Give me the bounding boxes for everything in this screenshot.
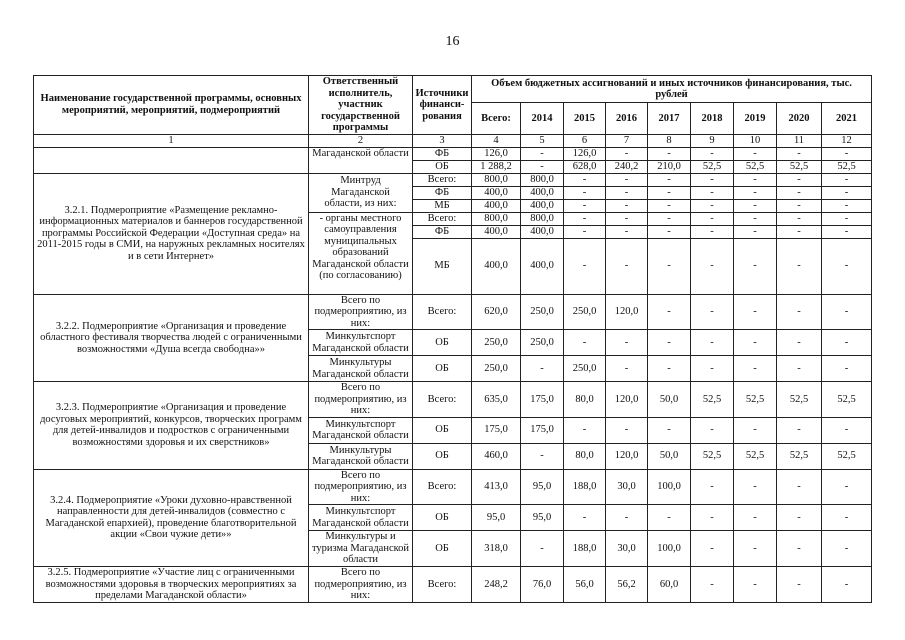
table-row xyxy=(34,382,872,418)
value-cell: 188,0 xyxy=(564,469,606,505)
value-cell: - xyxy=(648,147,691,160)
value-cell: 56,0 xyxy=(564,567,606,603)
value-cell: 1 288,2 xyxy=(472,160,521,173)
header-year: 2017 xyxy=(648,103,691,134)
value-cell: - xyxy=(822,417,872,443)
source-cell: ОБ xyxy=(413,330,472,356)
table-row xyxy=(34,469,872,505)
value-cell: - xyxy=(606,147,648,160)
source-cell: Всего: xyxy=(413,567,472,603)
value-cell: - xyxy=(564,417,606,443)
value-cell: - xyxy=(606,173,648,186)
executor-cell: Всего по подмероприятию, из них: xyxy=(309,382,413,418)
source-cell: МБ xyxy=(413,199,472,212)
value-cell: - xyxy=(734,186,777,199)
value-cell: - xyxy=(777,225,822,238)
value-cell: - xyxy=(648,330,691,356)
value-cell: - xyxy=(777,469,822,505)
value-cell: 175,0 xyxy=(521,382,564,418)
value-cell: 100,0 xyxy=(648,469,691,505)
column-number: 10 xyxy=(734,134,777,147)
value-cell: - xyxy=(606,356,648,382)
column-number: 1 xyxy=(34,134,309,147)
value-cell: - xyxy=(691,469,734,505)
source-cell: ФБ xyxy=(413,225,472,238)
value-cell: - xyxy=(822,186,872,199)
value-cell: - xyxy=(734,330,777,356)
value-cell: - xyxy=(734,356,777,382)
value-cell: - xyxy=(606,199,648,212)
subevent-name: 3.2.4. Подмероприятие «Уроки духовно-нравственной направленности для детей-инвалидов (совместно с Магаданской епархией), проведение благотворительной акции «Свои чужие дети»» xyxy=(34,469,309,567)
subevent-name: 3.2.3. Подмероприятие «Организация и проведение досуговых мероприятий, конкурсов, творческих программ для детей-инвалидов и подростков с ограниченными возможностями здоровья и их сверстников» xyxy=(34,382,309,470)
header-row xyxy=(34,76,872,103)
value-cell: 52,5 xyxy=(777,443,822,469)
value-cell: - xyxy=(734,531,777,567)
value-cell: - xyxy=(606,238,648,294)
value-cell: - xyxy=(822,238,872,294)
value-cell: - xyxy=(648,173,691,186)
value-cell: 250,0 xyxy=(564,294,606,330)
budget-table xyxy=(33,75,872,603)
table-row xyxy=(34,173,872,186)
header-executor: Ответственный исполнитель, участник государственной программы xyxy=(309,76,413,135)
value-cell: 400,0 xyxy=(472,238,521,294)
value-cell: - xyxy=(521,147,564,160)
value-cell: - xyxy=(691,294,734,330)
value-cell: - xyxy=(734,173,777,186)
executor-cell: Всего по подмероприятию, из них: xyxy=(309,294,413,330)
subevent-name: 3.2.2. Подмероприятие «Организация и проведение областного фестиваля творчества людей с ограниченными возможностями «Душа всегда свободна»» xyxy=(34,294,309,382)
value-cell: - xyxy=(777,199,822,212)
value-cell: - xyxy=(648,212,691,225)
table-row xyxy=(34,294,872,330)
value-cell: - xyxy=(734,567,777,603)
value-cell: 175,0 xyxy=(472,417,521,443)
value-cell: - xyxy=(691,505,734,531)
value-cell: 52,5 xyxy=(822,160,872,173)
source-cell: ОБ xyxy=(413,356,472,382)
value-cell: - xyxy=(734,505,777,531)
value-cell: - xyxy=(691,238,734,294)
subevent-name: 3.2.1. Подмероприятие «Размещение рекламно-информационных материалов и баннеров государственной программы Российской Федерации «Доступная среда» на 2011-2015 годы в СМИ, на наружных рекламных носителях и в сети Интернет» xyxy=(34,173,309,294)
value-cell: - xyxy=(648,356,691,382)
header-year: 2014 xyxy=(521,103,564,134)
value-cell: - xyxy=(564,238,606,294)
value-cell: - xyxy=(777,505,822,531)
value-cell: - xyxy=(564,505,606,531)
executor-cell: Минкультспорт Магаданской области xyxy=(309,417,413,443)
value-cell: 628,0 xyxy=(564,160,606,173)
value-cell: 52,5 xyxy=(734,382,777,418)
value-cell: 60,0 xyxy=(648,567,691,603)
value-cell: 76,0 xyxy=(521,567,564,603)
source-cell: ОБ xyxy=(413,160,472,173)
value-cell: - xyxy=(564,186,606,199)
name-cell-empty xyxy=(34,147,309,173)
value-cell: 126,0 xyxy=(472,147,521,160)
value-cell: - xyxy=(606,225,648,238)
value-cell: 80,0 xyxy=(564,443,606,469)
page-number: 16 xyxy=(445,34,460,49)
value-cell: 250,0 xyxy=(564,356,606,382)
value-cell: - xyxy=(777,212,822,225)
value-cell: 52,5 xyxy=(777,382,822,418)
value-cell: - xyxy=(691,212,734,225)
value-cell: - xyxy=(648,238,691,294)
column-number: 12 xyxy=(822,134,872,147)
source-cell: ОБ xyxy=(413,505,472,531)
value-cell: - xyxy=(822,567,872,603)
executor-cell: Всего по подмероприятию, из них: xyxy=(309,567,413,603)
column-number-row xyxy=(34,134,872,147)
executor-cell: Минкультспорт Магаданской области xyxy=(309,330,413,356)
source-cell: Всего: xyxy=(413,294,472,330)
subevent-name: 3.2.5. Подмероприятие «Участие лиц с ограниченными возможностями здоровья в творческих мероприятиях за пределами Магаданской области» xyxy=(34,567,309,603)
value-cell: 52,5 xyxy=(734,160,777,173)
value-cell: - xyxy=(777,238,822,294)
value-cell: 95,0 xyxy=(472,505,521,531)
executor-cell: Магаданской области xyxy=(309,147,413,173)
value-cell: 95,0 xyxy=(521,505,564,531)
value-cell: - xyxy=(648,417,691,443)
value-cell: 400,0 xyxy=(521,186,564,199)
executor-cell: Минкультуры Магаданской области xyxy=(309,356,413,382)
value-cell: 80,0 xyxy=(564,382,606,418)
value-cell: 120,0 xyxy=(606,443,648,469)
source-cell: ОБ xyxy=(413,417,472,443)
value-cell: 52,5 xyxy=(822,382,872,418)
value-cell: - xyxy=(564,330,606,356)
value-cell: - xyxy=(734,417,777,443)
value-cell: 52,5 xyxy=(691,382,734,418)
value-cell: 95,0 xyxy=(521,469,564,505)
value-cell: 50,0 xyxy=(648,382,691,418)
value-cell: - xyxy=(691,173,734,186)
executor-cell: Минкультуры Магаданской области xyxy=(309,443,413,469)
executor-cell: - органы местного самоуправления муниципальных образований Магаданской области (по согласованию) xyxy=(309,212,413,294)
value-cell: 250,0 xyxy=(472,330,521,356)
column-number: 7 xyxy=(606,134,648,147)
value-cell: - xyxy=(734,199,777,212)
header-year: Всего: xyxy=(472,103,521,134)
header-year: 2021 xyxy=(822,103,872,134)
value-cell: 175,0 xyxy=(521,417,564,443)
value-cell: - xyxy=(564,199,606,212)
value-cell: - xyxy=(822,294,872,330)
header-year: 2018 xyxy=(691,103,734,134)
value-cell: 240,2 xyxy=(606,160,648,173)
value-cell: - xyxy=(564,173,606,186)
value-cell: 30,0 xyxy=(606,469,648,505)
column-number: 6 xyxy=(564,134,606,147)
value-cell: - xyxy=(777,567,822,603)
value-cell: 126,0 xyxy=(564,147,606,160)
value-cell: 460,0 xyxy=(472,443,521,469)
source-cell: Всего: xyxy=(413,173,472,186)
header-year: 2015 xyxy=(564,103,606,134)
column-number: 2 xyxy=(309,134,413,147)
value-cell: - xyxy=(606,212,648,225)
value-cell: 52,5 xyxy=(691,160,734,173)
value-cell: - xyxy=(734,238,777,294)
value-cell: - xyxy=(822,225,872,238)
value-cell: 120,0 xyxy=(606,382,648,418)
value-cell: - xyxy=(777,294,822,330)
value-cell: 620,0 xyxy=(472,294,521,330)
source-cell: ФБ xyxy=(413,147,472,160)
value-cell: - xyxy=(777,186,822,199)
header-volume: Объем бюджетных ассигнований и иных источников финансирования, тыс. рублей xyxy=(472,76,872,103)
value-cell: 800,0 xyxy=(521,212,564,225)
source-cell: Всего: xyxy=(413,469,472,505)
value-cell: - xyxy=(734,294,777,330)
value-cell: 52,5 xyxy=(822,443,872,469)
value-cell: 400,0 xyxy=(472,199,521,212)
value-cell: 250,0 xyxy=(472,356,521,382)
value-cell: 56,2 xyxy=(606,567,648,603)
value-cell: - xyxy=(606,505,648,531)
value-cell: - xyxy=(606,186,648,199)
value-cell: - xyxy=(777,417,822,443)
value-cell: - xyxy=(822,173,872,186)
header-year: 2019 xyxy=(734,103,777,134)
value-cell: - xyxy=(822,469,872,505)
value-cell: - xyxy=(564,225,606,238)
value-cell: - xyxy=(691,147,734,160)
value-cell: 800,0 xyxy=(472,173,521,186)
value-cell: - xyxy=(564,212,606,225)
value-cell: - xyxy=(691,531,734,567)
value-cell: - xyxy=(691,199,734,212)
column-number: 9 xyxy=(691,134,734,147)
value-cell: - xyxy=(734,225,777,238)
value-cell: - xyxy=(648,505,691,531)
value-cell: 635,0 xyxy=(472,382,521,418)
source-cell: ФБ xyxy=(413,186,472,199)
column-number: 3 xyxy=(413,134,472,147)
column-number: 4 xyxy=(472,134,521,147)
executor-cell: Минтруд Магаданской области, из них: xyxy=(309,173,413,212)
value-cell: - xyxy=(822,505,872,531)
column-number: 5 xyxy=(521,134,564,147)
value-cell: 248,2 xyxy=(472,567,521,603)
value-cell: 52,5 xyxy=(691,443,734,469)
value-cell: - xyxy=(521,356,564,382)
header-name: Наименование государственной программы, основных мероприятий, мероприятий, подмероприятий xyxy=(34,76,309,135)
source-cell: Всего: xyxy=(413,382,472,418)
executor-cell: Минкультуры и туризма Магаданской области xyxy=(309,531,413,567)
value-cell: - xyxy=(777,173,822,186)
value-cell: - xyxy=(822,356,872,382)
source-cell: МБ xyxy=(413,238,472,294)
value-cell: 250,0 xyxy=(521,294,564,330)
value-cell: - xyxy=(734,147,777,160)
value-cell: 800,0 xyxy=(472,212,521,225)
value-cell: 50,0 xyxy=(648,443,691,469)
header-source: Источники финанси-рования xyxy=(413,76,472,135)
value-cell: - xyxy=(777,531,822,567)
source-cell: Всего: xyxy=(413,212,472,225)
value-cell: - xyxy=(691,417,734,443)
value-cell: 188,0 xyxy=(564,531,606,567)
table-row xyxy=(34,147,872,160)
value-cell: - xyxy=(734,469,777,505)
value-cell: 250,0 xyxy=(521,330,564,356)
value-cell: - xyxy=(648,199,691,212)
value-cell: 100,0 xyxy=(648,531,691,567)
executor-cell: Всего по подмероприятию, из них: xyxy=(309,469,413,505)
value-cell: - xyxy=(691,567,734,603)
value-cell: - xyxy=(822,531,872,567)
value-cell: 400,0 xyxy=(521,238,564,294)
value-cell: - xyxy=(691,330,734,356)
value-cell: - xyxy=(777,356,822,382)
value-cell: 400,0 xyxy=(521,199,564,212)
value-cell: - xyxy=(521,160,564,173)
value-cell: 318,0 xyxy=(472,531,521,567)
value-cell: - xyxy=(648,225,691,238)
value-cell: - xyxy=(691,225,734,238)
value-cell: - xyxy=(521,531,564,567)
table-row xyxy=(34,567,872,603)
value-cell: - xyxy=(691,356,734,382)
value-cell: 400,0 xyxy=(521,225,564,238)
value-cell: 800,0 xyxy=(521,173,564,186)
value-cell: 52,5 xyxy=(734,443,777,469)
column-number: 8 xyxy=(648,134,691,147)
value-cell: - xyxy=(734,212,777,225)
column-number: 11 xyxy=(777,134,822,147)
value-cell: 413,0 xyxy=(472,469,521,505)
value-cell: - xyxy=(606,330,648,356)
header-year: 2016 xyxy=(606,103,648,134)
value-cell: - xyxy=(777,330,822,356)
executor-cell: Минкультспорт Магаданской области xyxy=(309,505,413,531)
value-cell: - xyxy=(691,186,734,199)
source-cell: ОБ xyxy=(413,443,472,469)
value-cell: 210,0 xyxy=(648,160,691,173)
value-cell: - xyxy=(822,147,872,160)
value-cell: 52,5 xyxy=(777,160,822,173)
value-cell: 120,0 xyxy=(606,294,648,330)
value-cell: - xyxy=(822,212,872,225)
value-cell: - xyxy=(648,186,691,199)
value-cell: - xyxy=(648,294,691,330)
value-cell: 30,0 xyxy=(606,531,648,567)
value-cell: - xyxy=(606,417,648,443)
value-cell: - xyxy=(822,199,872,212)
value-cell: - xyxy=(822,330,872,356)
value-cell: - xyxy=(777,147,822,160)
value-cell: 400,0 xyxy=(472,186,521,199)
source-cell: ОБ xyxy=(413,531,472,567)
value-cell: - xyxy=(521,443,564,469)
header-year: 2020 xyxy=(777,103,822,134)
value-cell: 400,0 xyxy=(472,225,521,238)
